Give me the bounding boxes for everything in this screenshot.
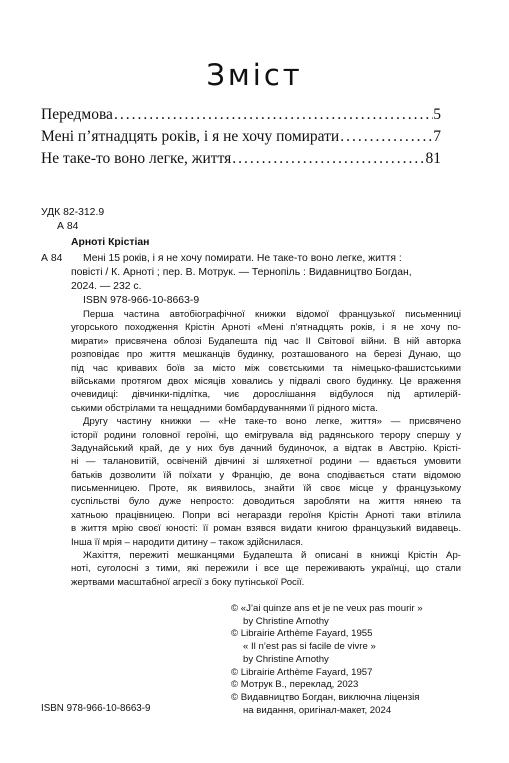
annotation-line: суспільстві було дуже непросто: доводиться заробляти на життя нянею та bbox=[71, 496, 461, 508]
annotation-line: ноті, суголосні з тими, які пережили і все ще переживають українці, що стали bbox=[71, 563, 461, 575]
author-heading: Арноті Крістіан bbox=[71, 237, 150, 248]
toc-entry-page: 7 bbox=[433, 128, 441, 145]
bib-description-line: 2024. — 232 с. bbox=[71, 281, 142, 292]
copyright-line: © Мотрук В., переклад, 2023 bbox=[231, 679, 359, 691]
annotation-line: очевидиці: дівчинки-підлітка, чиє дорослішання відбулося під артилерій- bbox=[71, 389, 461, 401]
annotation-line: Задунайський край, де у них був дачний будиночок, а відтак в Австрію. Крісті- bbox=[71, 442, 461, 454]
page-title: Зміст bbox=[206, 58, 303, 92]
toc-leader-dots bbox=[231, 150, 425, 168]
copyright-line: © Видавництво Богдан, виключна ліцензія bbox=[231, 691, 420, 703]
annotation-line: мирати» присвячена облозі Будапешта під час ІІ Світової війни. В ній авторка bbox=[71, 335, 461, 347]
annotation-line: ськими обстрілами та нещадними бомбардуваннями її рідного міста. bbox=[71, 402, 378, 414]
toc-leader-dots bbox=[339, 128, 433, 146]
annotation-line: Жахіття, пережиті мешканцями Будапешта й описані в книжці Крістін Ар- bbox=[83, 550, 461, 562]
toc-entry-title: Мені п’ятнадцять років, і я не хочу помирати bbox=[41, 128, 340, 145]
toc-entry-title: Передмова bbox=[41, 106, 113, 123]
footer-isbn: ISBN 978-966-10-8663-9 bbox=[41, 703, 151, 714]
copyright-line: by Christine Arnothy bbox=[243, 653, 329, 665]
toc-entry[interactable] bbox=[41, 128, 441, 148]
toc-entry-title: Не таке-то воно легке, життя bbox=[41, 150, 232, 167]
isbn: ISBN 978-966-10-8663-9 bbox=[83, 295, 200, 306]
copyright-line: © «J’ai quinze ans et je ne veux pas mourir » bbox=[231, 603, 423, 614]
annotation-line: батьків дозволити їй поїхати у Францію, де вона сподівається стати відомою bbox=[71, 469, 461, 481]
copyright-line: © Librairie Arthème Fayard, 1955 bbox=[231, 628, 373, 640]
annotation-line: історії родини головної героїні, що емігрувала від радянського терору спершу у bbox=[71, 429, 461, 441]
copyright-block bbox=[231, 603, 423, 717]
copyright-line: © Librairie Arthème Fayard, 1957 bbox=[231, 666, 373, 678]
copyright-line: « Il n’est pas si facile de vivre » bbox=[243, 641, 376, 653]
annotation-line: Другу частину книжки — «Не таке-то воно легке, життя» — присвячено bbox=[83, 416, 461, 428]
bib-description-line: повісті / К. Арноті ; пер. В. Мотрук. — Тернопіль : Видавництво Богдан, bbox=[71, 267, 412, 278]
annotation-line: угорського походження Крістін Арноті «Мені п’ятнадцять років, і я не хочу по- bbox=[71, 322, 461, 334]
toc-entry-page: 5 bbox=[433, 106, 441, 123]
toc-entry[interactable] bbox=[41, 106, 441, 126]
author-mark: А 84 bbox=[57, 221, 79, 232]
annotation-line: письменницею. Проте, як виявилось, знайти їй своє місце у французькому bbox=[71, 483, 461, 495]
author-mark-code: А 84 bbox=[41, 253, 63, 264]
annotation bbox=[71, 308, 461, 589]
toc-entry-page: 81 bbox=[425, 150, 441, 167]
udk-code: УДК 82-312.9 bbox=[41, 207, 105, 218]
annotation-line: в життя мрію своєї юності: її роман взявся видати книгою французький видавець. bbox=[71, 523, 461, 535]
annotation-line: розповідає про життя мешканців будинку, розташованого на березі Дунаю, що bbox=[71, 349, 461, 361]
annotation-line: військами протягом двох місяців ховались у підвалі свого будинку. Це враження bbox=[71, 375, 461, 387]
copyright-line: by Christine Arnothy bbox=[243, 615, 329, 627]
annotation-line: Інша її мрія – народити дитину – також здійснилася. bbox=[71, 536, 304, 548]
annotation-line: жертвами масштабної агресії з боку путінської Росії. bbox=[71, 576, 305, 588]
copyright-line: на видання, оригінал-макет, 2024 bbox=[243, 704, 392, 716]
annotation-line: ні — талановитій, освіченій дівчині зі шляхетної родини — вдається умовити bbox=[71, 456, 461, 468]
annotation-line: Перша частина автобіографічної книжки відомої французької письменниці bbox=[83, 309, 461, 320]
annotation-line: під час кривавих боїв за місто між совєтськими та німецько-фашистськими bbox=[71, 362, 461, 374]
bib-description-line: Мені 15 років, і я не хочу помирати. Не таке-то воно легке, життя : bbox=[83, 253, 402, 264]
toc-leader-dots bbox=[113, 106, 433, 124]
annotation-line: хатньою працівницею. Попри всі негаразди героїня Крістін Арноті таки втілила bbox=[71, 509, 461, 521]
toc-entry[interactable] bbox=[41, 150, 441, 170]
